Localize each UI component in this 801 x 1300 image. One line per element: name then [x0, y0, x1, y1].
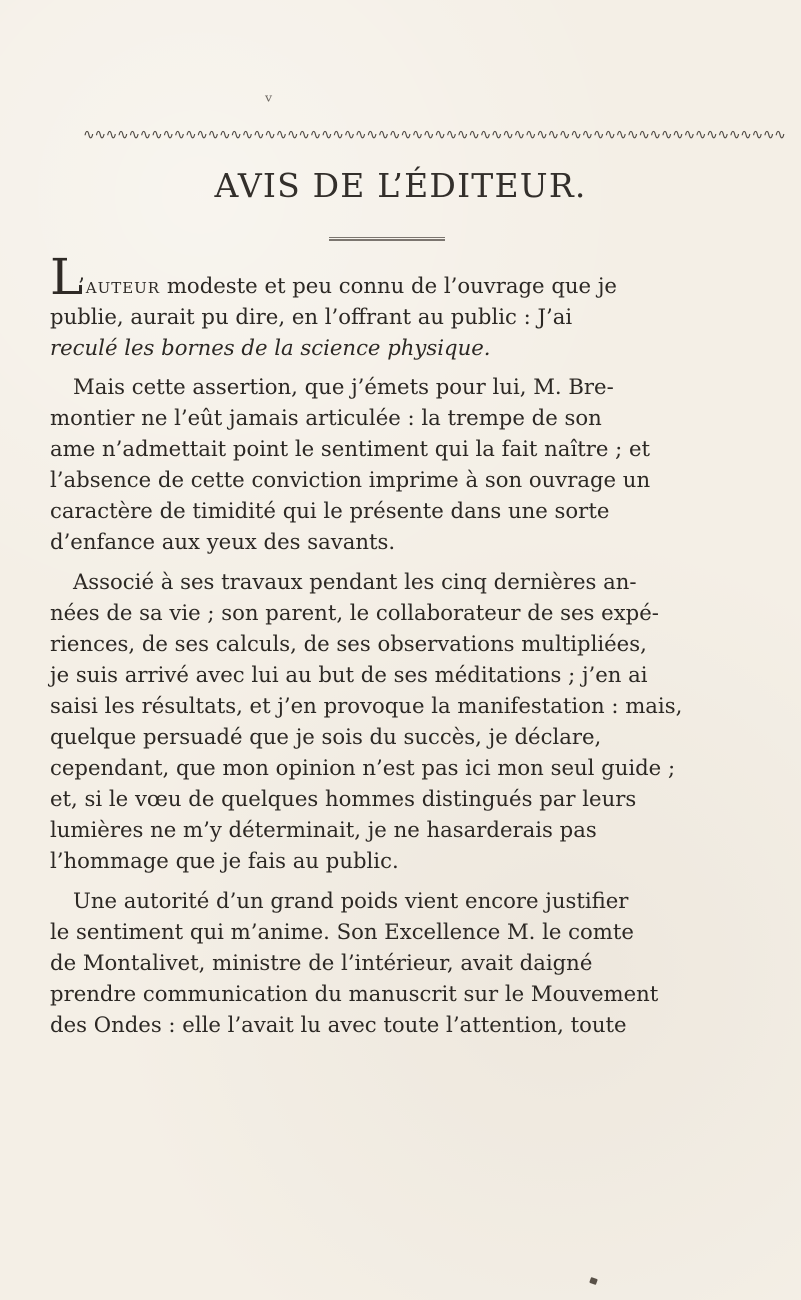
paragraph-line: je suis arrivé avec lui au but de ses méditations ; j’en ai — [50, 662, 648, 687]
paragraph-line: d’enfance aux yeux des savants. — [50, 529, 396, 554]
paragraph-line: Une autorité d’un grand poids vient encore justifier — [73, 888, 629, 913]
paragraph-line: publie, aurait pu dire, en l’offrant au public : J’ai — [50, 304, 573, 329]
paragraph-line: Mais cette assertion, que j’émets pour lui, M. Bre- — [73, 374, 614, 399]
paragraph-line: prendre communication du manuscrit sur le Mouvement — [50, 981, 659, 1006]
paragraph-line: caractère de timidité qui le présente dans une sorte — [50, 498, 610, 523]
paragraph-line: l’absence de cette conviction imprime à son ouvrage un — [50, 467, 651, 492]
decorative-border: ∿∿∿∿∿∿∿∿∿∿∿∿∿∿∿∿∿∿∿∿∿∿∿∿∿∿∿∿∿∿∿∿∿∿∿∿∿∿∿∿∿∿∿∿∿∿∿∿∿∿∿∿∿∿∿∿∿∿∿∿∿∿ — [83, 127, 786, 143]
ink-mark: ᵛ — [265, 89, 273, 113]
paragraph-line: des Ondes : elle l’avait lu avec toute l’attention, toute — [50, 1012, 627, 1037]
paragraph-line: quelque persuadé que je sois du succès, je déclare, — [50, 724, 602, 749]
opening-rest: modeste et peu connu de l’ouvrage que je — [160, 273, 617, 298]
paragraph-line: de Montalivet, ministre de l’intérieur, avait daigné — [50, 950, 593, 975]
paragraph-line — [50, 248, 617, 306]
paragraph-line: montier ne l’eût jamais articulée : la trempe de son — [50, 405, 602, 430]
opening-smallcaps: ’auteur — [78, 273, 161, 298]
paragraph-line: l’hommage que je fais au public. — [50, 848, 399, 873]
paragraph-line: et, si le vœu de quelques hommes distingués par leurs — [50, 786, 637, 811]
paragraph-line: cependant, que mon opinion n’est pas ici mon seul guide ; — [50, 755, 676, 780]
page-title: AVIS DE L’ÉDITEUR. — [214, 166, 587, 205]
paragraph-line: ame n’admettait point le sentiment qui la fait naître ; et — [50, 436, 651, 461]
paragraph-line: saisi les résultats, et j’en provoque la manifestation : mais, — [50, 693, 683, 718]
paragraph-line: riences, de ses calculs, de ses observations multipliées, — [50, 631, 647, 656]
paragraph-line: reculé les bornes de la science physique. — [50, 335, 491, 360]
paragraph-line: lumières ne m’y déterminait, je ne hasarderais pas — [50, 817, 597, 842]
drop-cap: L — [50, 248, 84, 306]
paragraph-line: Associé à ses travaux pendant les cinq dernières an- — [73, 569, 637, 594]
title-divider — [329, 237, 445, 241]
paragraph-line: le sentiment qui m’anime. Son Excellence M. le comte — [50, 919, 634, 944]
ink-mark — [589, 1277, 598, 1285]
paragraph-line: nées de sa vie ; son parent, le collaborateur de ses expé- — [50, 600, 659, 625]
